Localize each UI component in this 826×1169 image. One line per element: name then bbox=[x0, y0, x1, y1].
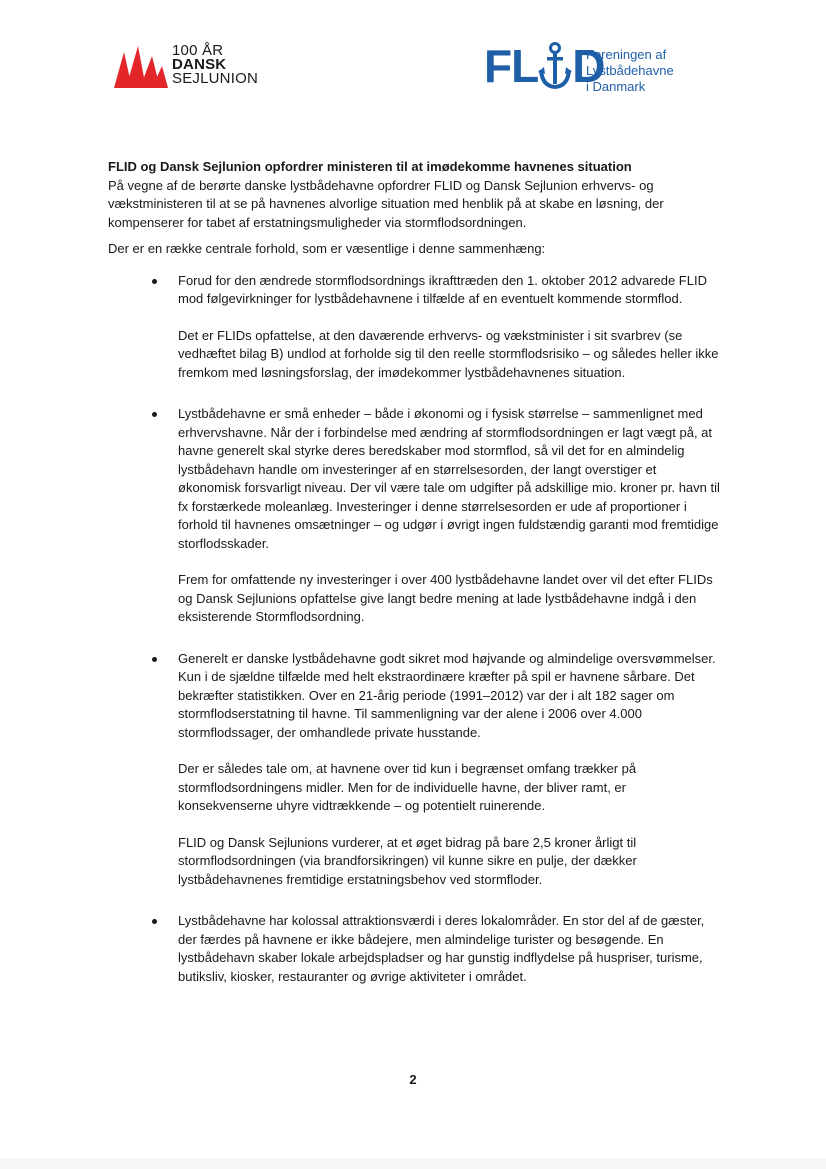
page-bottom-edge bbox=[0, 1158, 826, 1169]
bullet-icon bbox=[152, 412, 157, 417]
bullet-icon bbox=[152, 919, 157, 924]
intro-paragraph: På vegne af de berørte danske lystbådehavne opfordrer FLID og Dansk Sejlunion erhvervs- og vækstministeren til at se på havnenes alvorlige situation med henblik på at skabe en løsning, der kompenserer for tabet af erstatningsmuligheder via stormflodsordningen. bbox=[108, 177, 664, 230]
flid-subtitle bbox=[586, 47, 674, 95]
document-body bbox=[108, 158, 720, 1009]
bullet-paragraph: Det er FLIDs opfattelse, at den daværende erhvervs- og vækstminister i sit svarbrev (se vedhæftet bilag B) undlod at forholde sig til den reelle stormflodsrisiko – og således heller ikke fremkom med løsningsforslag, der imødekommer lystbådehavnenes situation. bbox=[178, 327, 719, 380]
page-number: 2 bbox=[409, 1072, 417, 1087]
list-item bbox=[108, 912, 720, 986]
list-item bbox=[108, 272, 720, 383]
bullet-paragraph: Generelt er danske lystbådehavne godt sikret mod højvande og almindelige oversvømmelser. Kun i de sjældne tilfælde med helt ekstraordinære kræfter på spil er havnene sårbare. Det bekræfter statistikken. Over en 21-årig periode (1991–2012) var der i alt 182 sager om stormflodserstatning til havne. Til sammenligning var der alene i 2006 over 4.000 stormflodssager, der omhandlede private husstande. bbox=[178, 650, 716, 740]
flid-subtitle-line-2: Lystbådehavne bbox=[586, 63, 674, 78]
flid-word-right: D bbox=[572, 40, 605, 92]
bullet-paragraph: Der er således tale om, at havnene over tid kun i begrænset omfang trækker på stormflodsordningens midler. Men for de individuelle havne, der bliver ramt, er konsekvenserne uhyre vidtrækkende – og potentielt ruinerende. bbox=[178, 761, 637, 813]
dansk-sejlunion-logo bbox=[112, 42, 282, 94]
bullet-icon bbox=[152, 657, 157, 662]
bullet-paragraph: Lystbådehavne er små enheder – både i økonomi og i fysisk størrelse – sammenlignet med erhvervshavne. Når der i forbindelse med ændring af stormflodsordningen er lagt vægt på, at havne generelt skal styrke deres beredskaber mod stormflod, så vil det for en almindelig lystbådehavn handle om investeringer af en størrelsesorden, der langt overstiger et økonomisk forsvarligt niveau. Der vil være tale om udgifter på adskillige mio. kroner pr. havn til fx forstærkede moleanlæg. Investeringer i denne størrelsesorden er ude af proportioner i forhold til havnenes omsætninger – og udgør i øvrigt ingen fuldstændig garanti mod fremtidige storflodsskader. bbox=[178, 406, 720, 551]
list-item bbox=[108, 650, 720, 890]
flid-subtitle-line-1: Foreningen af bbox=[586, 47, 667, 62]
flid-logo bbox=[484, 40, 724, 98]
bullet-icon bbox=[152, 279, 157, 284]
bullet-list bbox=[108, 272, 720, 987]
anchor-icon bbox=[538, 42, 572, 90]
dsu-logo-line-3: SEJLUNION bbox=[172, 70, 258, 87]
sail-boats-icon bbox=[112, 44, 170, 90]
dsu-logo-line-2: DANSK bbox=[172, 56, 227, 73]
flid-word-left: FL bbox=[484, 40, 539, 92]
flid-subtitle-line-3: i Danmark bbox=[586, 79, 646, 94]
bullet-paragraph: Lystbådehavne har kolossal attraktionsværdi i deres lokalområder. En stor del af de gæster, der færdes på havnene er ikke bådejere, men almindelige turister og besøgende. En lystbådehavn skaber lokale arbejdspladser og har gunstig indflydelse på huspriser, turisme, butiksliv, kiosker, restauranter og øvrige aktiviteter i området. bbox=[178, 913, 705, 984]
list-item bbox=[108, 405, 720, 627]
dsu-logo-line-1: 100 ÅR bbox=[172, 42, 224, 59]
lead-paragraph: Der er en række centrale forhold, som er væsentlige i denne sammenhæng: bbox=[108, 241, 546, 256]
bullet-paragraph: Forud for den ændrede stormflodsordnings ikrafttræden den 1. oktober 2012 advarede FLID mod følgevirkninger for lystbådehavnene i tilfælde af en eventuelt kommende stormflod. bbox=[178, 272, 707, 306]
bullet-paragraph: Frem for omfattende ny investeringer i over 400 lystbådehavne landet over vil det efter FLIDs og Dansk Sejlunions opfattelse give langt bedre mening at lade lystbådehavne indgå i den eksisterende Stormflodsordning. bbox=[178, 572, 713, 624]
document-heading: FLID og Dansk Sejlunion opfordrer ministeren til at imødekomme havnenes situation bbox=[108, 159, 632, 174]
bullet-paragraph: FLID og Dansk Sejlunions vurderer, at et øget bidrag på bare 2,5 kroner årligt til stormflodsordningen (via brandforsikringen) vil kunne sikre en pulje, der dækker lystbådehavnenes fremtidige erstatningsbehov ved stormfloder. bbox=[178, 834, 637, 887]
